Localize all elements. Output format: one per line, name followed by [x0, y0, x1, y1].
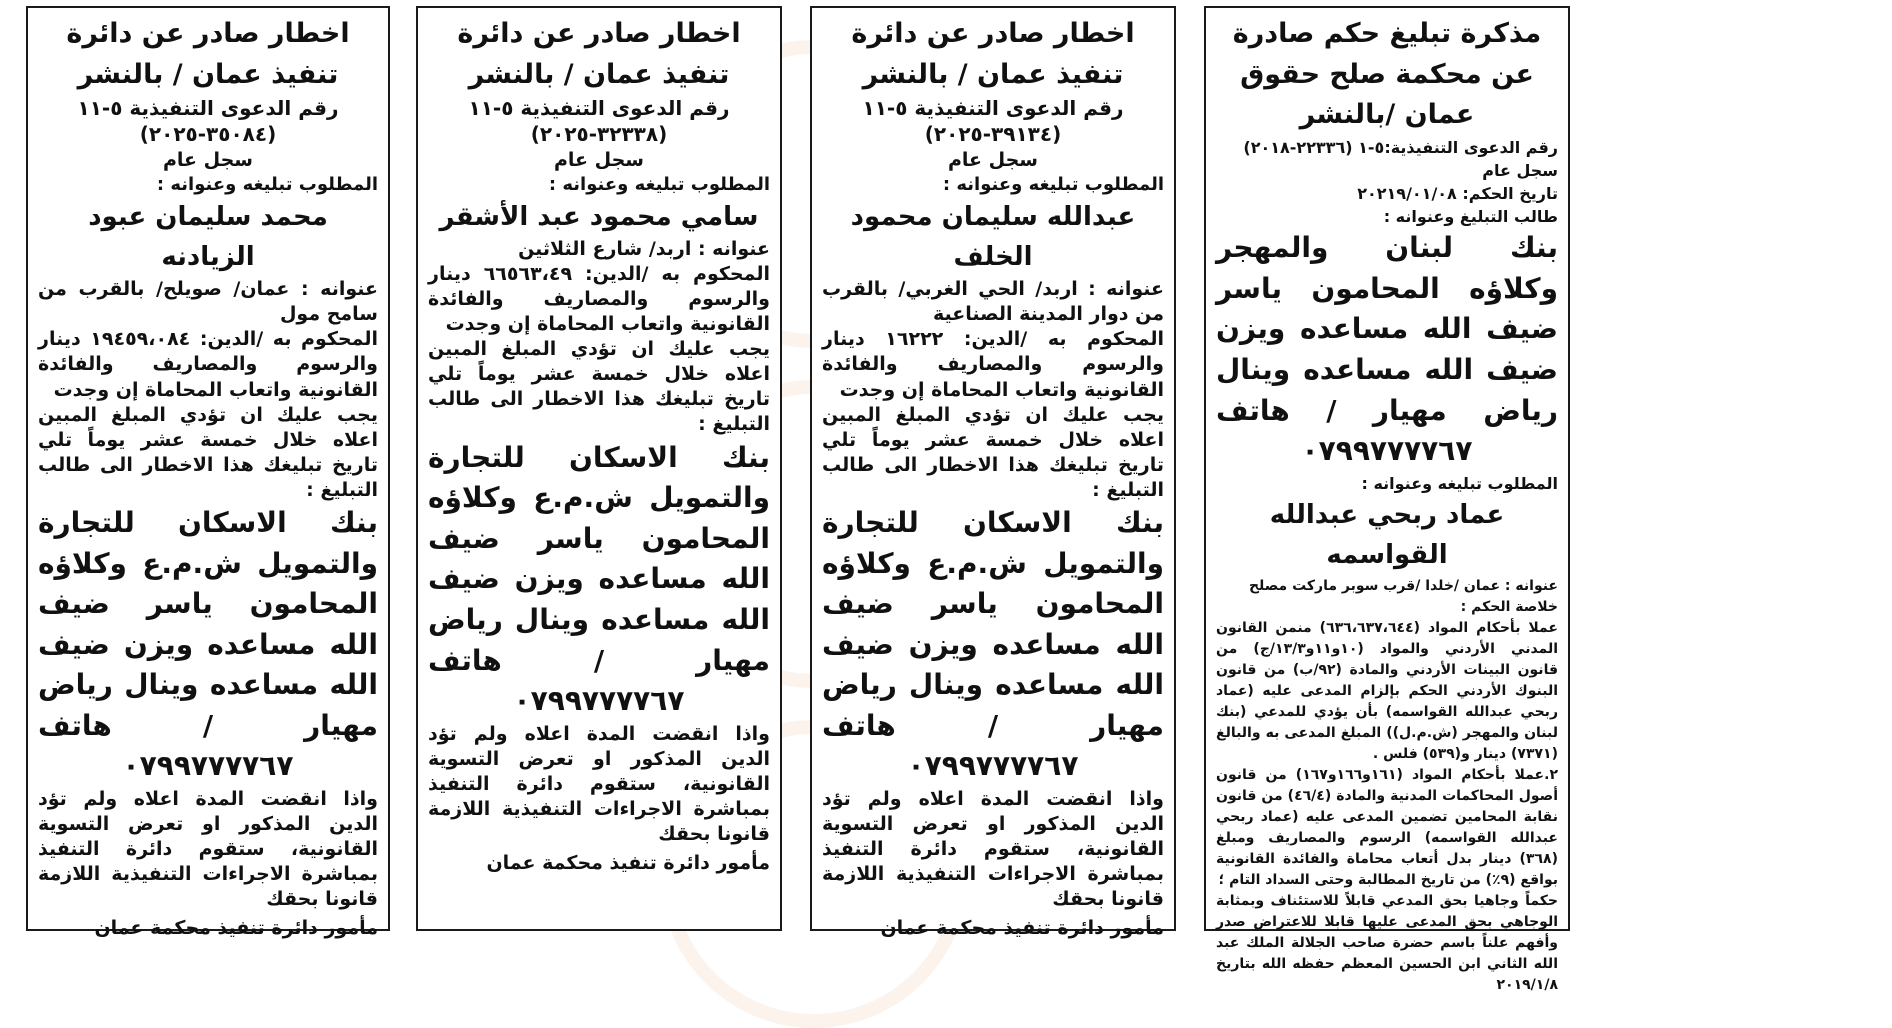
judgment-amount: المحكوم به /الدين: ٦٦٥٦٣،٤٩ دينار والرسوم والمصاريف والفائدة القانونية واتعاب المحاماة إن وجدت: [428, 262, 771, 336]
case-number: رقم الدعوى التنفيذية:٥-١ (٢٢٣٣٦-٢٠١٨) سجل عام: [1243, 137, 1558, 180]
recipient-address: عنوانه : عمان/ صويلح/ بالقرب من سامح مول: [38, 278, 378, 326]
recipient-address: عنوانه : اربد/ شارع الثلاثين: [518, 237, 770, 260]
judgment-closing: حكماً وجاهيا بحق المدعي قابلاً للاستئناف وبمثابة الوجاهي بحق المدعى عليها قابلا للاعتراض صدر وأفهم علناً باسم حضرة صاحب الجلالة الملك عبد الله الثاني ابن الحسين المعظم حفظه الله بتاريخ ٢٠١٩/١/٨: [1216, 892, 1558, 993]
judgment-amount: المحكوم به /الدين: ١٩٤٥٩،٠٨٤ دينار والرسوم والمصاريف والفائدة القانونية واتعاب المحاماة إن وجدت: [38, 328, 378, 401]
notice-execution-khalaf: [810, 6, 1176, 940]
requester-bank: بنك لبنان والمهجر وكلاؤه المحامون ياسر ضيف الله مساعده ويزن ضيف الله مساعده وينال رياض مهيار / هاتف ٠٧٩٩٧٧٧٧٦٧: [1216, 231, 1558, 468]
requester-label: طالب التبليغ وعنوانه :: [1383, 207, 1558, 227]
recipient-label: المطلوب تبليغه وعنوانه :: [156, 173, 378, 195]
recipient-label: المطلوب تبليغه وعنوانه :: [548, 173, 770, 195]
judgment-item-1: عملا بأحكام المواد (٦٣٦،٦٣٧،٦٤٤) منمن القانون المدني الأردني والمواد (١٠و١١و١٣/٣/ج) من قانون البينات الأردني والمادة (٩٢/ب) من قانون البنوك الأردني الحكم بإلزام المدعى عليه (عماد ربحي عبدالله القواسمه) بأن يؤدي للمدعي (بنك لبنان والمهجر (ش.م.ل)) المبلغ المدعى به والبالغ (٧٣٧١) دينار و(٥٣٩) فلس .: [1216, 619, 1558, 762]
notice-execution-zayadneh: [26, 6, 390, 940]
summary-label: خلاصة الحكم :: [1460, 598, 1558, 615]
notice-title: مذكرة تبليغ حكم صادرة عن محكمة صلح حقوق عمان /بالنشر: [1232, 18, 1542, 130]
recipient-address: عنوانه : اربد/ الحي الغربي/ بالقرب من دوار المدينة الصناعية: [822, 278, 1164, 326]
notice-title: اخطار صادر عن دائرة تنفيذ عمان / بالنشر: [457, 18, 741, 90]
payment-demand: يجب عليك ان تؤدي المبلغ المبين اعلاه خلال خمسة عشر يوماً تلي تاريخ تبليغك هذا الاخطار الى طالب التبليغ :: [822, 403, 1164, 501]
judgment-amount: المحكوم به /الدين: ١٦٢٢٢ دينار والرسوم والمصاريف والفائدة القانونية واتعاب المحاماة إن وجدت: [822, 328, 1165, 401]
case-number: رقم الدعوى التنفيذية ٥-١١ (٣٩١٣٤-٢٠٢٥): [862, 96, 1124, 147]
signature: مأمور دائرة تنفيذ محكمة عمان: [94, 917, 378, 940]
case-number: رقم الدعوى التنفيذية ٥-١١ (٣٥٠٨٤-٢٠٢٥): [77, 96, 339, 147]
notice-title: اخطار صادر عن دائرة تنفيذ عمان / بالنشر: [66, 18, 350, 90]
notice-judgment-qawasmeh: [1204, 6, 1570, 993]
recipient-name: محمد سليمان عبود الزيادنه: [88, 201, 328, 272]
notice-title: اخطار صادر عن دائرة تنفيذ عمان / بالنشر: [851, 18, 1135, 90]
enforcement-warning: واذا انقضت المدة اعلاه ولم تؤد الدين المذكور او تعرض التسوية القانونية، ستقوم دائرة التنفيذ بمباشرة الاجراءات التنفيذية اللازمة قانونا بحقك: [822, 788, 1164, 911]
recipient-label: المطلوب تبليغه وعنوانه :: [1361, 473, 1558, 493]
case-number: رقم الدعوى التنفيذية ٥-١١ (٣٢٣٣٨-٢٠٢٥): [468, 96, 730, 147]
judgment-item-2: ٢.عملا بأحكام المواد (١٦١و١٦٦و١٦٧) من قانون أصول المحاكمات المدنية والمادة (٤٦/٤) من قانون نقابة المحامين تضمين المدعى عليه (عماد ربحي عبدالله القواسمه) الرسوم والمصاريف ومبلغ (٣٦٨) دينار بدل أتعاب محاماة والفائدة القانونية بواقع (٩٪) من تاريخ المطالبة وحتى السداد التام ؛: [1216, 766, 1558, 888]
requester-bank: بنك الاسكان للتجارة والتمويل ش.م.ع وكلاؤه المحامون ياسر ضيف الله مساعده ويزن ضيف الله مساعده وينال رياض مهيار / هاتف ٠٧٩٩٧٧٧٧٦٧: [38, 505, 378, 783]
recipient-name: عبدالله سليمان محمود الخلف: [850, 201, 1136, 272]
requester-bank: بنك الاسكان للتجارة والتمويل ش.م.ع وكلاؤه المحامون ياسر ضيف الله مساعده ويزن ضيف الله مساعده وينال رياض مهيار / هاتف ٠٧٩٩٧٧٧٧٦٧: [822, 505, 1164, 783]
recipient-label: المطلوب تبليغه وعنوانه :: [942, 173, 1164, 195]
enforcement-warning: واذا انقضت المدة اعلاه ولم تؤد الدين المذكور او تعرض التسوية القانونية، ستقوم دائرة التنفيذ بمباشرة الاجراءات التنفيذية اللازمة قانونا بحقك: [428, 722, 770, 845]
recipient-address: عنوانه : عمان /خلدا /قرب سوبر ماركت مصلح: [1248, 577, 1558, 594]
requester-bank: بنك الاسكان للتجارة والتمويل ش.م.ع وكلاؤه المحامون ياسر ضيف الله مساعده ويزن ضيف الله مساعده وينال رياض مهيار / هاتف ٠٧٩٩٧٧٧٧٦٧: [428, 440, 770, 718]
recipient-name: عماد ربحي عبدالله القواسمه: [1269, 500, 1505, 571]
register-label: سجل عام: [948, 148, 1038, 171]
signature: مأمور دائرة تنفيذ محكمة عمان: [486, 852, 770, 875]
register-label: سجل عام: [554, 148, 644, 171]
judgment-date: تاريخ الحكم: ٢٠٢١٩/٠١/٠٨: [1357, 183, 1558, 203]
signature: مأمور دائرة تنفيذ محكمة عمان: [880, 917, 1164, 940]
register-label: سجل عام: [163, 148, 253, 171]
enforcement-warning: واذا انقضت المدة اعلاه ولم تؤد الدين المذكور او تعرض التسوية القانونية، ستقوم دائرة التنفيذ بمباشرة الاجراءات التنفيذية اللازمة قانونا بحقك: [38, 788, 378, 911]
notice-execution-ashqar: [416, 6, 782, 931]
recipient-name: سامي محمود عبد الأشقر: [439, 201, 759, 232]
payment-demand: يجب عليك ان تؤدي المبلغ المبين اعلاه خلال خمسة عشر يوماً تلي تاريخ تبليغك هذا الاخطار الى طالب التبليغ :: [38, 403, 378, 501]
payment-demand: يجب عليك ان تؤدي المبلغ المبين اعلاه خلال خمسة عشر يوماً تلي تاريخ تبليغك هذا الاخطار الى طالب التبليغ :: [428, 338, 770, 436]
